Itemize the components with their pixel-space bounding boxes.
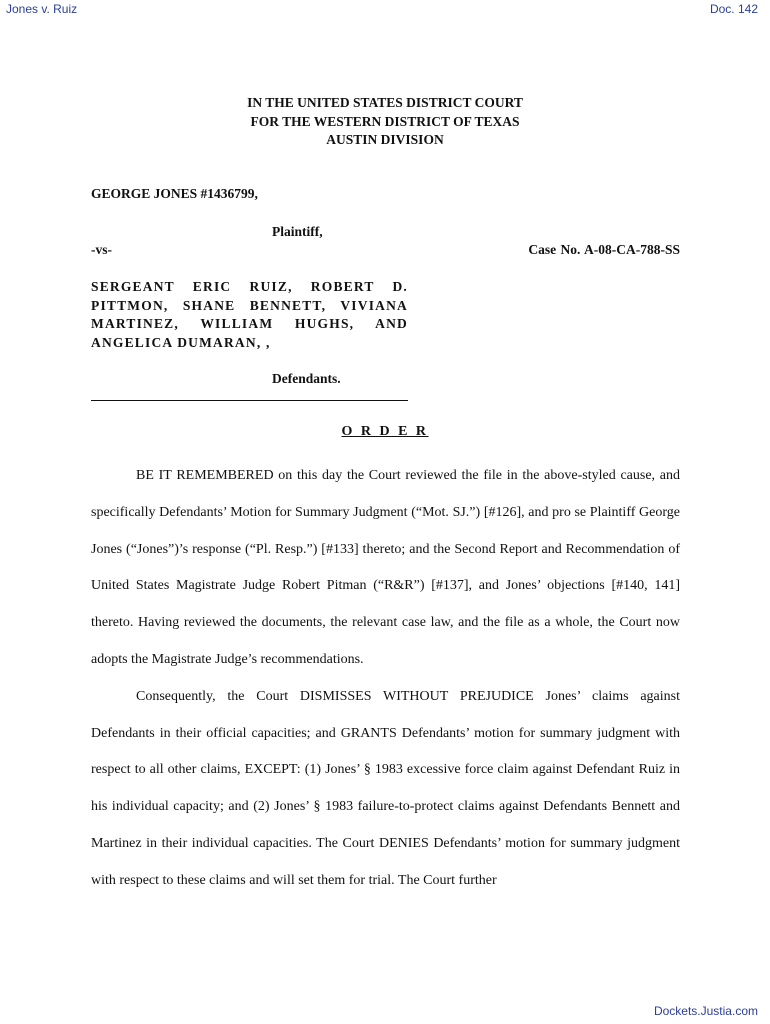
court-heading [0, 94, 770, 150]
case-number: Case No. A-08-CA-788-SS [528, 242, 680, 257]
court-line-1: IN THE UNITED STATES DISTRICT COURT [247, 95, 523, 110]
paragraph-1: BE IT REMEMBERED on this day the Court reviewed the file in the above-styled cause, and specifically Defendants’ Motion for Summary Judgment (“Mot. SJ.”) [#126], and pro se Plaintiff George Jones (“Jones”)’s response (“Pl. Resp.”) [#133] thereto; and the Second Report and Recommendation of United States Magistrate Judge Robert Pitman (“R&R”) [#137], and Jones’ objections [#140, 141] thereto. Having reviewed the documents, the relevant case law, and the file as a whole, the Court now adopts the Magistrate Judge’s recommendations. [91, 468, 680, 667]
document-number-link[interactable]: Doc. 142 [709, 2, 758, 16]
plaintiff-name: GEORGE JONES #1436799, [91, 186, 258, 201]
order-title: O R D E R [341, 424, 429, 439]
plaintiff-label: Plaintiff, [272, 224, 323, 239]
court-line-3: AUSTIN DIVISION [326, 132, 444, 147]
order-body [91, 458, 680, 900]
paragraph-2: Consequently, the Court DISMISSES WITHOUT PREJUDICE Jones’ claims against Defendants in their official capacities; and GRANTS Defendants’ motion for summary judgment with respect to all other claims, EXCEPT: (1) Jones’ § 1983 excessive force claim against Defendant Ruiz in his individual capacity; and (2) Jones’ § 1983 failure-to-protect claims against Defendants Bennett and Martinez in their individual capacities. The Court DENIES Defendants’ motion for summary judgment with respect to these claims and will set them for trial. The Court further [91, 688, 680, 888]
versus-label: -vs- [91, 242, 112, 257]
defendants-names: SERGEANT ERIC RUIZ, ROBERT D. PITTMON, SHANE BENNETT, VIVIANA MARTINEZ, WILLIAM HUGHS, AND ANGELICA DUMARAN, , [91, 279, 408, 350]
caption-divider [91, 400, 408, 401]
justia-footer-link[interactable]: Dockets.Justia.com [653, 1004, 758, 1018]
case-name-link[interactable]: Jones v. Ruiz [6, 2, 78, 16]
court-line-2: FOR THE WESTERN DISTRICT OF TEXAS [250, 113, 520, 129]
defendants-label: Defendants. [272, 371, 341, 386]
